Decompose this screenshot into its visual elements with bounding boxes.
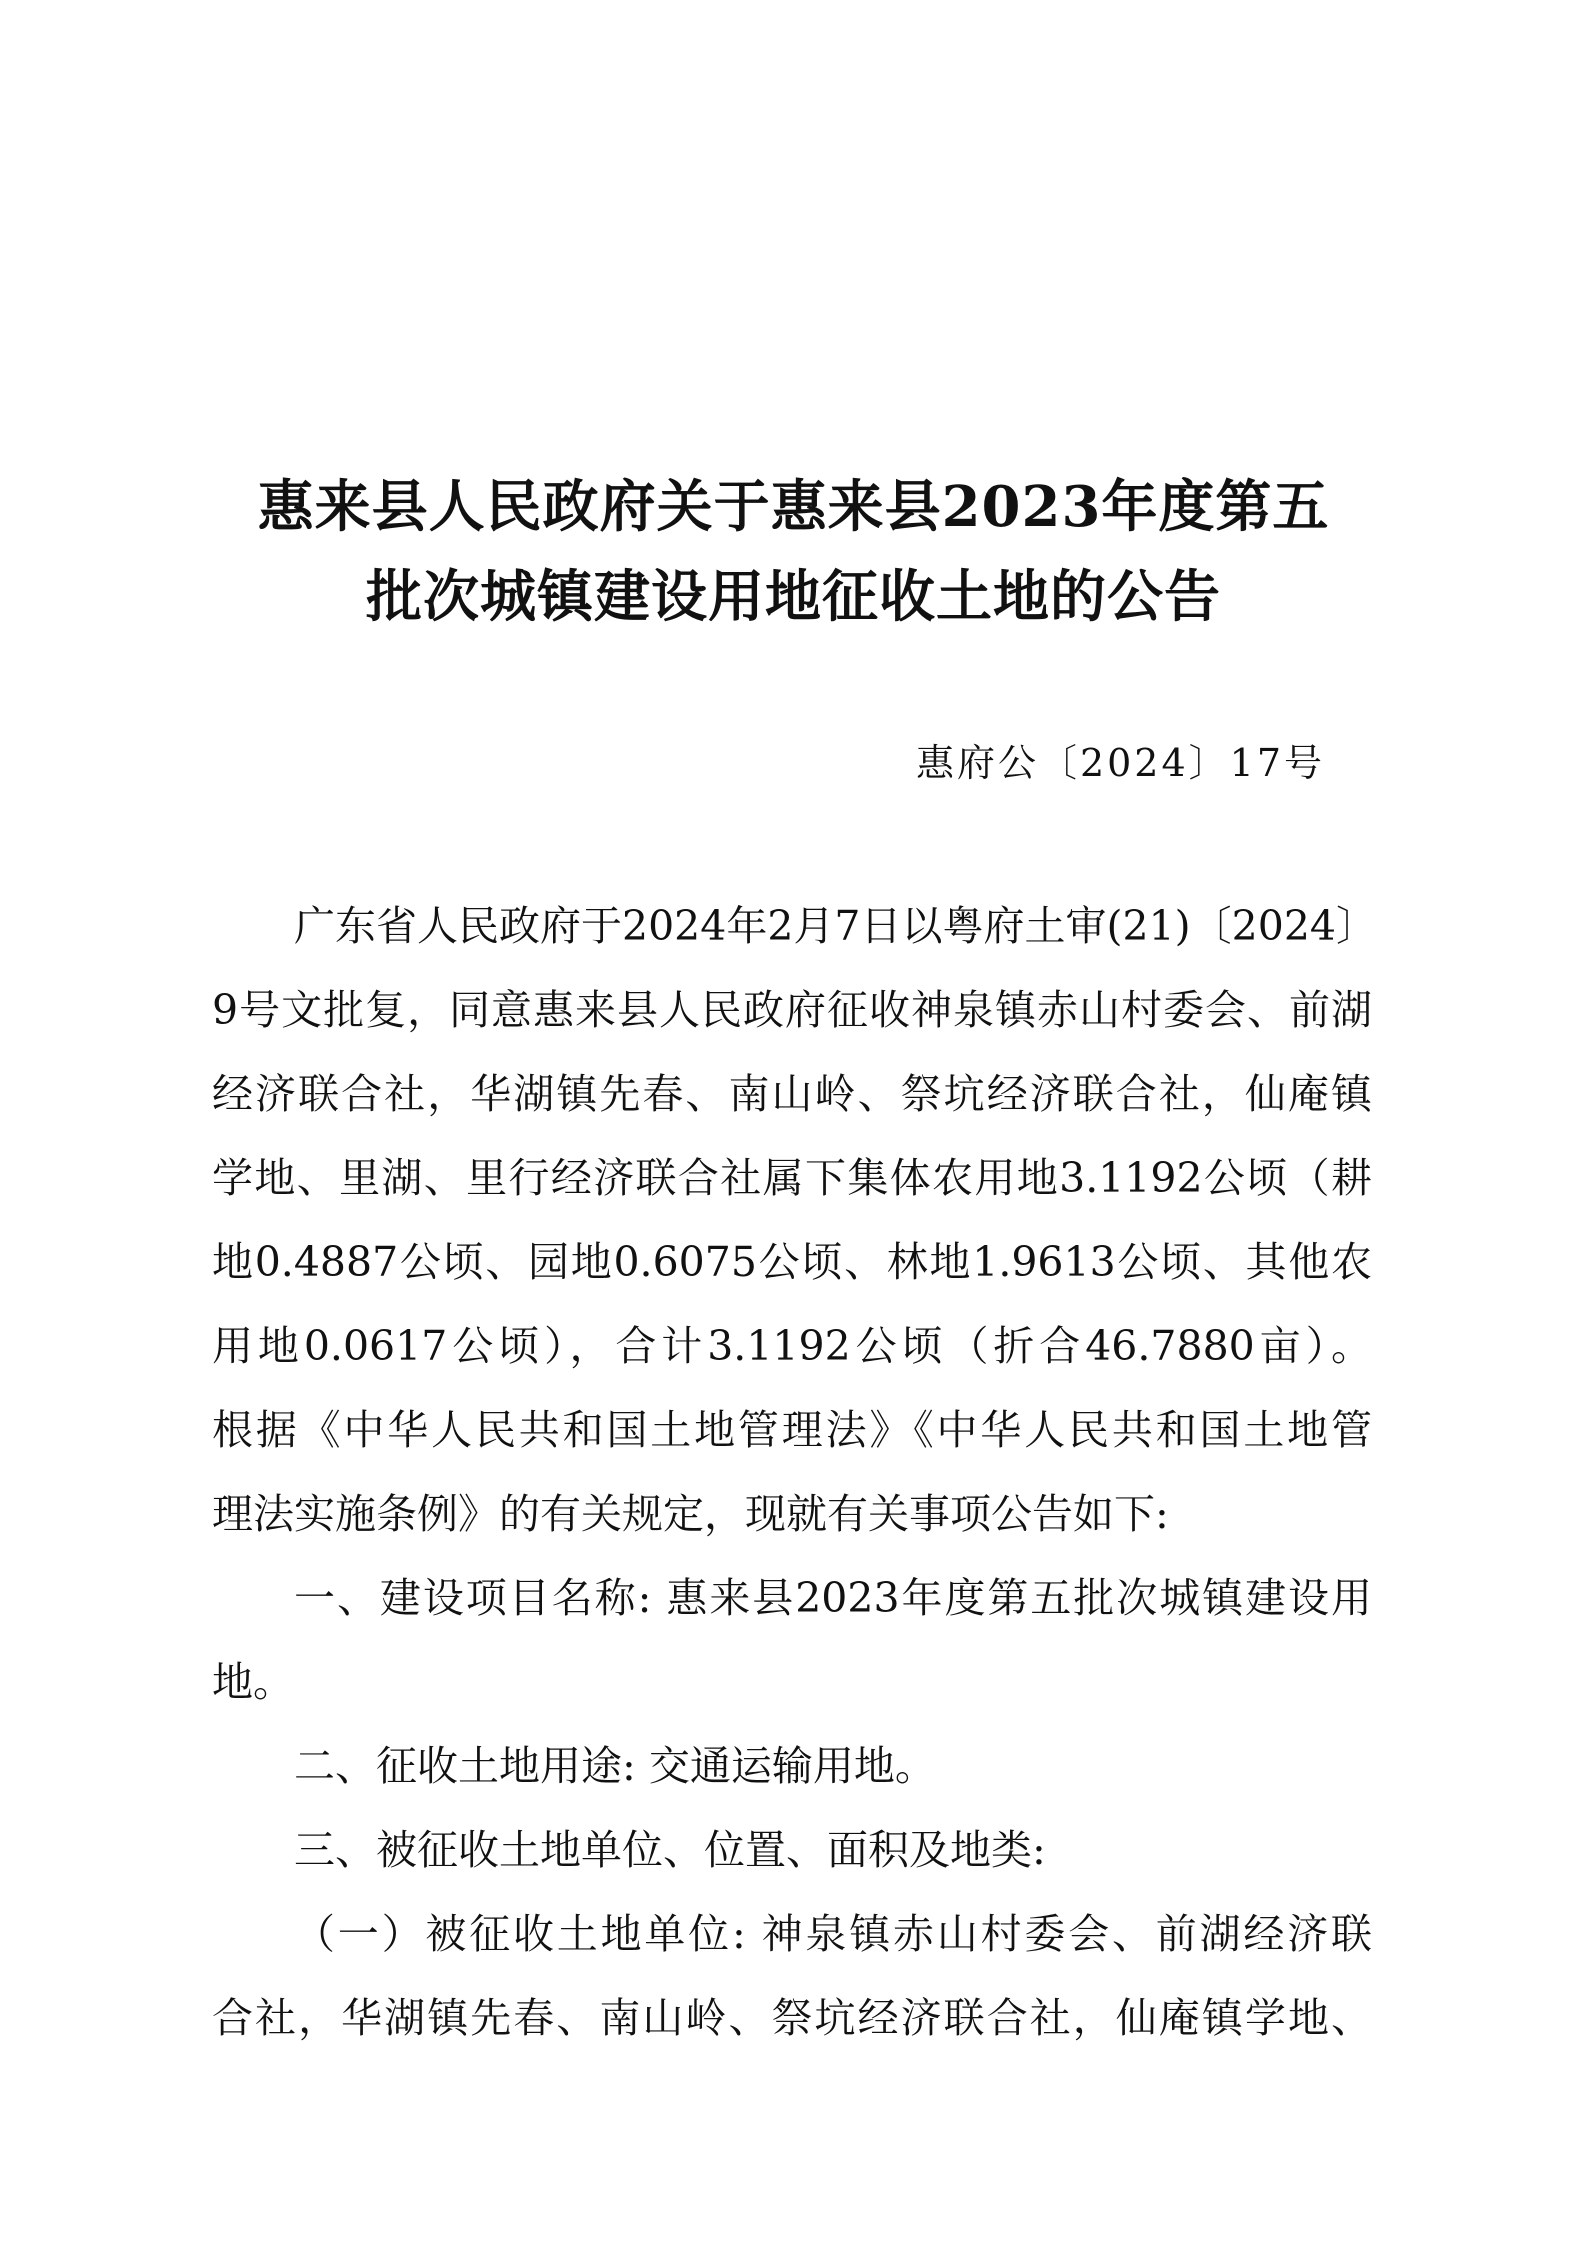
body-line: 学地、里湖、里行经济联合社属下集体农用地3.1192公顷（耕 xyxy=(212,1154,1372,1202)
body-line: 用地0.0617公顷），合计3.1192公顷（折合46.7880亩）。 xyxy=(212,1322,1372,1370)
title-line-1: 惠来县人民政府关于惠来县2023年度第五 xyxy=(257,474,1330,540)
body-line: 根据《中华人民共和国土地管理法》《中华人民共和国土地管 xyxy=(212,1406,1372,1454)
body-line: 9号文批复，同意惠来县人民政府征收神泉镇赤山村委会、前湖 xyxy=(212,986,1372,1034)
body-line: 广东省人民政府于2024年2月7日以粤府土审(21)〔2024〕 xyxy=(294,902,1378,950)
body-line: 地0.4887公顷、园地0.6075公顷、林地1.9613公顷、其他农 xyxy=(212,1238,1372,1286)
document-body xyxy=(212,884,1378,2060)
body-line: 地。 xyxy=(212,1658,294,1706)
body-line: （一）被征收土地单位: 神泉镇赤山村委会、前湖经济联 xyxy=(294,1910,1372,1958)
body-line: 理法实施条例》的有关规定，现就有关事项公告如下: xyxy=(212,1490,1169,1538)
document-title xyxy=(180,462,1407,642)
body-line: 二、征收土地用途: 交通运输用地。 xyxy=(294,1742,936,1790)
body-line: 合社，华湖镇先春、南山岭、祭坑经济联合社，仙庵镇学地、 xyxy=(212,1994,1372,2042)
body-line: 经济联合社，华湖镇先春、南山岭、祭坑经济联合社，仙庵镇 xyxy=(212,1070,1372,1118)
body-line: 一、建设项目名称: 惠来县2023年度第五批次城镇建设用 xyxy=(294,1574,1372,1622)
title-line-2: 批次城镇建设用地征收土地的公告 xyxy=(366,564,1221,630)
document-number: 惠府公〔2024〕17号 xyxy=(915,741,1325,785)
body-line: 三、被征收土地单位、位置、面积及地类: xyxy=(294,1826,1046,1874)
